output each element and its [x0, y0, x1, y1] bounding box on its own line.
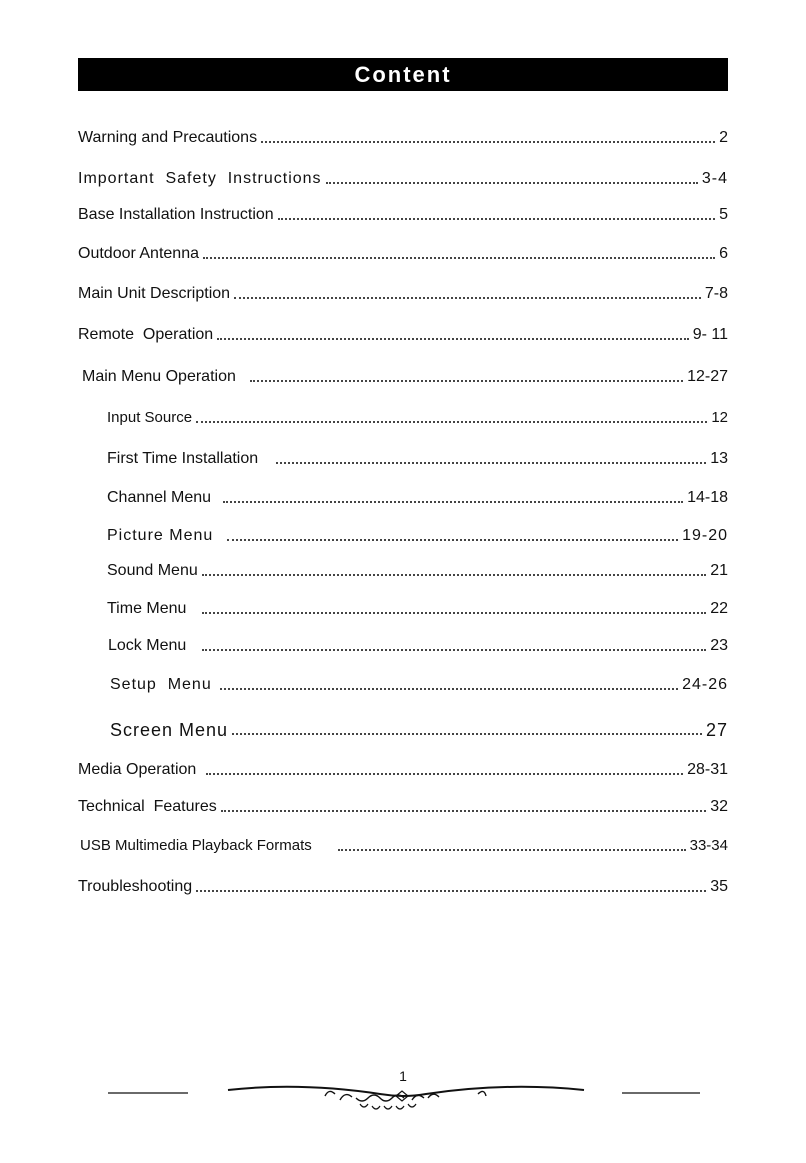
toc-entry-page: 35	[710, 878, 728, 895]
toc-entry-label: First Time Installation	[107, 450, 259, 467]
toc-entry-label: Input Source	[107, 409, 193, 426]
toc-leader-dots	[217, 338, 689, 340]
toc-leader-dots	[220, 688, 678, 690]
toc-entry-page: 12	[711, 409, 728, 426]
toc-entry-label: Picture Menu	[107, 527, 214, 544]
decorative-footer-ornament	[0, 1060, 806, 1120]
toc-leader-dots	[202, 649, 706, 651]
toc-entry[interactable]	[108, 632, 728, 656]
page-number: 1	[399, 1068, 407, 1084]
toc-entry[interactable]	[80, 832, 728, 856]
toc-leader-dots	[196, 890, 706, 892]
toc-leader-dots	[338, 849, 686, 851]
toc-entry-label: Warning and Precautions	[78, 129, 258, 146]
toc-entry[interactable]	[107, 557, 728, 581]
toc-leader-dots	[232, 733, 702, 735]
toc-entry-label: Important Safety Instructions	[78, 170, 322, 187]
toc-entry[interactable]	[78, 873, 728, 897]
toc-entry-label: Sound Menu	[107, 562, 198, 579]
toc-entry-label: Remote Operation	[78, 326, 214, 343]
toc-entry-label: Time Menu	[107, 600, 187, 617]
toc-entry-label: Technical Features	[78, 798, 217, 815]
page-title: Content	[78, 58, 728, 91]
toc-entry-page: 9- 11	[692, 326, 728, 343]
toc-entry-page: 12-27	[687, 368, 728, 385]
toc-leader-dots	[202, 612, 706, 614]
toc-leader-dots	[234, 297, 701, 299]
toc-entry-page: 24-26	[682, 676, 728, 693]
toc-entry[interactable]	[107, 404, 728, 428]
toc-leader-dots	[223, 501, 683, 503]
toc-leader-dots	[221, 810, 706, 812]
toc-entry-label: USB Multimedia Playback Formats	[80, 837, 312, 854]
toc-leader-dots	[261, 141, 715, 143]
toc-entry-label: Main Menu Operation	[82, 368, 236, 385]
footer-curls	[360, 1104, 416, 1109]
toc-entry-page: 28-31	[687, 761, 728, 778]
toc-entry[interactable]	[107, 445, 728, 469]
toc-entry-page: 23	[710, 637, 728, 654]
toc-entry[interactable]	[78, 756, 728, 780]
toc-entry[interactable]	[107, 484, 728, 508]
toc-entry-label: Setup Menu	[110, 676, 212, 693]
toc-entry[interactable]	[78, 321, 728, 345]
toc-entry-page: 14-18	[687, 489, 728, 506]
toc-entry[interactable]	[82, 363, 728, 387]
toc-entry-label: Outdoor Antenna	[78, 245, 199, 262]
toc-entry[interactable]	[78, 201, 728, 225]
toc-entry-label: Main Unit Description	[78, 285, 231, 302]
toc-entry-label: Troubleshooting	[78, 878, 193, 895]
toc-leader-dots	[276, 462, 706, 464]
toc-leader-dots	[326, 182, 698, 184]
toc-entry-label: Channel Menu	[107, 489, 212, 506]
toc-leader-dots	[250, 380, 683, 382]
toc-leader-dots	[227, 539, 678, 541]
toc-entry-page: 7-8	[704, 285, 728, 302]
toc-entry-page: 3-4	[701, 170, 728, 187]
toc-entry-page: 33-34	[689, 837, 728, 854]
toc-entry[interactable]	[110, 716, 728, 740]
toc-entry[interactable]	[110, 671, 728, 695]
toc-entry[interactable]	[107, 522, 728, 546]
toc-entry-page: 27	[705, 720, 728, 740]
toc-entry[interactable]	[78, 793, 728, 817]
toc-entry-label: Media Operation	[78, 761, 197, 778]
toc-leader-dots	[202, 574, 706, 576]
toc-entry-label: Base Installation Instruction	[78, 206, 274, 223]
toc-entry[interactable]	[78, 240, 728, 264]
toc-entry-page: 13	[710, 450, 728, 467]
toc-leader-dots	[278, 218, 715, 220]
toc-leader-dots	[196, 421, 707, 423]
toc-entry-label: Lock Menu	[108, 637, 187, 654]
toc-entry[interactable]	[107, 595, 728, 619]
toc-entry-page: 2	[719, 129, 728, 146]
toc-entry-page: 19-20	[682, 527, 728, 544]
toc-entry-page: 21	[710, 562, 728, 579]
toc-leader-dots	[206, 773, 683, 775]
toc-entry-label: Screen Menu	[110, 720, 229, 740]
toc-entry[interactable]	[78, 280, 728, 304]
toc-entry[interactable]	[78, 165, 728, 189]
toc-entry-page: 22	[710, 600, 728, 617]
toc-entry-page: 32	[710, 798, 728, 815]
toc-leader-dots	[203, 257, 715, 259]
toc-entry[interactable]	[78, 124, 728, 148]
toc-entry-page: 6	[719, 245, 728, 262]
toc-entry-page: 5	[719, 206, 728, 223]
